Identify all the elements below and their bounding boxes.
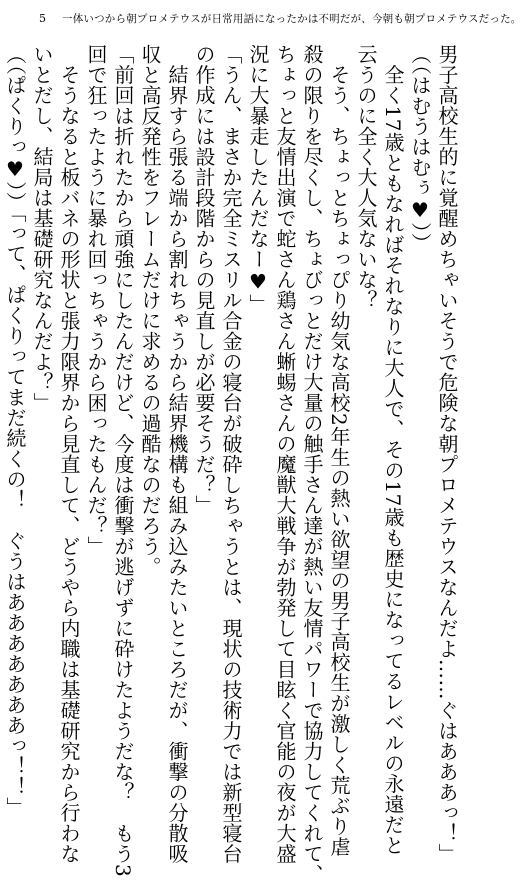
body-line: （（ぱくりっ♥））「って、ぱくりってまだ続くの！ ぐうはあああああああっ！！」 [3,44,27,818]
body-line: 「うん、まさか完全ミスリル合金の寝台が破砕しちゃうとは、現状の技術力では新型寝台 [219,44,243,864]
body-line: 云うのに全く大人気ないな？ [354,44,378,311]
body-line: の作成には設計段階からの見直しが必要そうだ？」 [192,44,216,516]
body-line: そうなると板バネの形状と張力限界から見直して、どうやら内職は基礎研究から行わな [57,44,81,864]
body-line: いとだし、結局は基礎研究なんだよ？」 [30,44,54,413]
body-line: （（はむうはむぅ♥）） [408,44,432,254]
body-line: 結界すら張る端から割れちゃうから結界機構も組み込みたいところだが、衝撃の分散吸 [165,44,189,864]
body-line: 回で狂ったように暴れ回っちゃうから困ったもんだ？」 [84,44,108,557]
body-line: 況に大暴走したんだなー♥」 [246,44,270,315]
body-line: 男子高校生的に覚醒めちゃいそうで危険な朝プロメテウスなんだよ……ぐはあああっ！」 [435,44,459,864]
body-text [3,44,460,885]
body-line: 全く17歳ともなればそれなりに大人で、その17歳も歴史になってるレベルの永遠だと [381,44,405,856]
body-line: 殺の限りを尽くし、ちょびっとだけ大量の触手さん達が熱い友情パワーで協力してくれて、 [300,44,324,885]
body-line: そう、ちょっとちょっぴり幼気な高校2年生の熱い欲望の男子高校生が激しく荒ぶり虐 [327,44,351,857]
body-line: 「前回は折れたから頑強にしたんだけど、今度は衝撃が逃げずに砕けたようだな？ もう3 [111,44,135,878]
page-number: 5 [39,12,46,25]
running-head: 一体いつから朝プロメテウスが日常用語になったかは不明だが、今朝も朝プロメテウスだった。 [62,13,521,25]
body-line: ちょっと友情出演で蛇さん鶏さん蜥蜴さんの魔獣大戦争が勃発して目眩く官能の夜が大盛 [273,44,297,864]
body-line [0,44,1,684]
body-line: 収と高反発性をフレームだけに求めるの過酷なのだろう。 [138,44,162,577]
